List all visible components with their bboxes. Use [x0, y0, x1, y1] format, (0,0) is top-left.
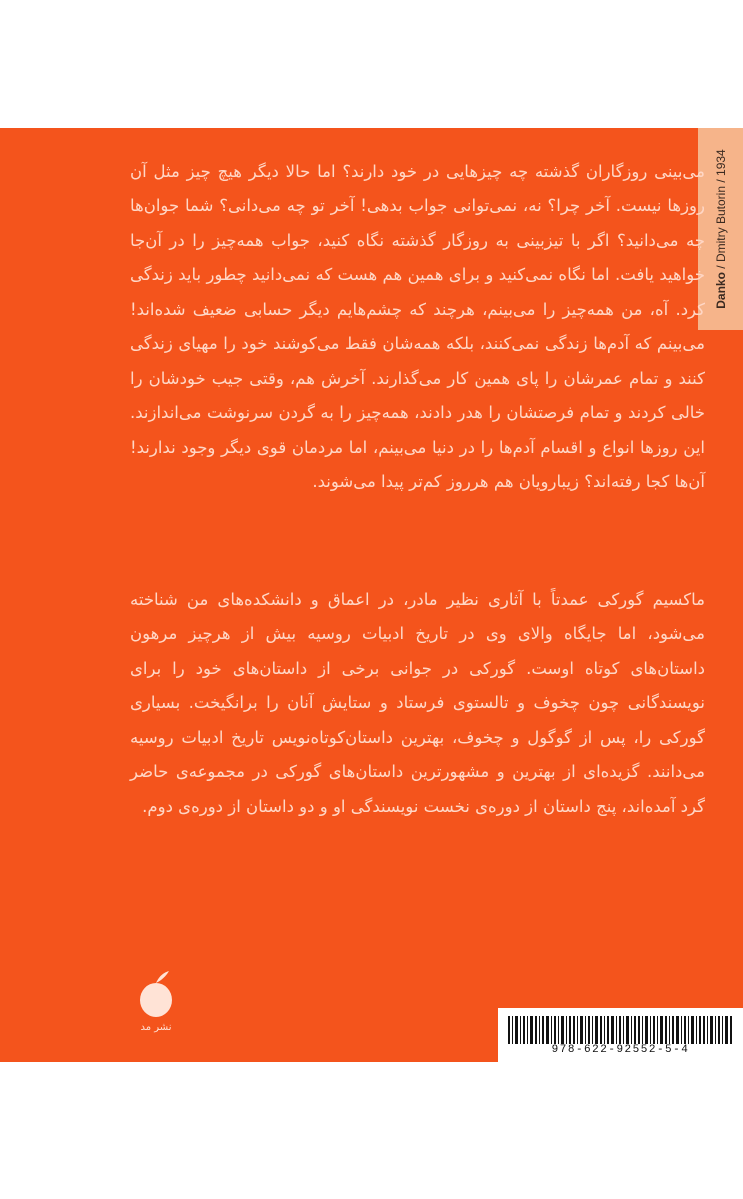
barcode-icon	[508, 1016, 733, 1044]
spine-separator-2: /	[713, 179, 728, 183]
publisher-logo-icon	[136, 968, 176, 1020]
spine-separator: /	[713, 265, 728, 269]
spine-title: Danko	[713, 272, 728, 309]
quote-paragraph: می‌بینی روزگاران گذشته چه چیزهایی در خود دارند؟ اما حالا دیگر هیچ چیز مثل آن روزها نیست. آخر چرا؟ نه، نمی‌توانی جواب بدهی! آخر تو چه می‌دانی؟ شما جوان‌ها چه می‌دانید؟ اگر با تیزبینی به روزگار گذشته نگاه کنید، جواب همه‌چیز را در آن‌جا خواهید یافت. اما نگاه نمی‌کنید و برای همین هم هست که نمی‌دانید چطور باید زندگی کرد. آه، من همه‌چیز را می‌بینم، هرچند که چشم‌هایم دیگر حسابی ضعیف شده‌اند! می‌بینم که آدم‌ها زندگی نمی‌کنند، بلکه همه‌شان فقط می‌کوشند خود را مهیای زندگی کنند و تمام عمرشان را پای همین کار می‌گذارند. آخرش هم، وقتی جیب خودشان را خالی کردند و تمام فرصتشان را هدر دادند، همه‌چیز را به گردن سرنوشت می‌اندازند. این روزها انواع و اقسام آدم‌ها را در دنیا می‌بینم، اما مردمان قوی دیگر وجود ندارند! آن‌ها کجا رفته‌اند؟ زیبارویان هم هرروز کم‌تر پیدا می‌شوند.	[130, 161, 705, 491]
spine-author: Dmitry Butorin	[713, 186, 728, 263]
spine-year: 1934	[713, 149, 728, 176]
spine-label	[714, 149, 728, 308]
publisher-name: نشر مد	[140, 1022, 172, 1033]
isbn-number: 978-622-92552-5-4	[551, 1044, 690, 1056]
barcode-panel	[498, 1008, 743, 1062]
description-paragraph: ماکسیم گورکی عمدتاً با آثاری نظیر مادر، در اعماق و دانشکده‌های من شناخته می‌شود، اما جایگاه والای وی در تاریخ ادبیات روسیه بیش از هرچیز مرهون داستان‌های کوتاه اوست. گورکی در جوانی برخی از داستان‌های خود را برای نویسندگانی چون چخوف و تالستوی فرستاد و ستایش آنان را برانگیخت. بسیاری گورکی را، پس از گوگول و چخوف، بهترین داستان‌کوتاه‌نویس تاریخ ادبیات روسیه می‌دانند. گزیده‌ای از بهترین و مشهورترین داستان‌های گورکی در مجموعه‌ی حاضر گرد آمده‌اند، پنج داستان از دوره‌ی نخست نویسندگی او و دو داستان از دوره‌ی دوم.	[130, 589, 705, 816]
publisher-logo	[136, 968, 176, 1033]
